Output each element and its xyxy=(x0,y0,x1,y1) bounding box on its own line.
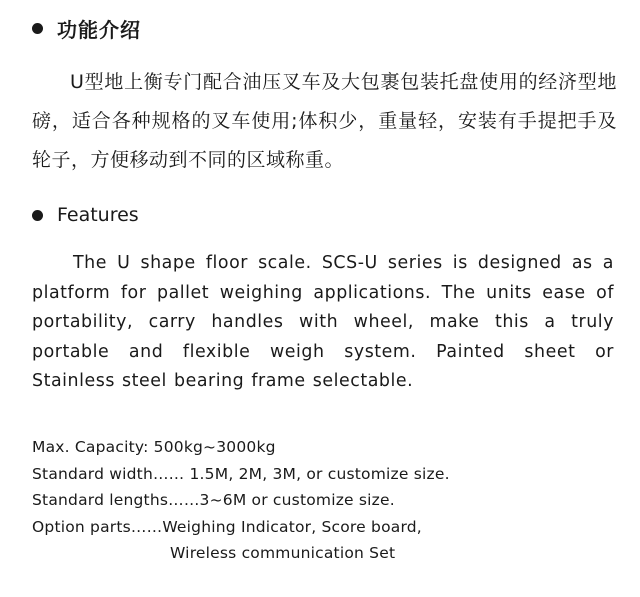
spec-option-parts: Option parts……Weighing Indicator, Score board, xyxy=(32,517,422,536)
spec-list xyxy=(32,434,450,567)
spec-standard-lengths: Standard lengths……3~6M or customize size. xyxy=(32,491,395,509)
spec-standard-width: Standard width…… 1.5M, 2M, 3M, or customize size. xyxy=(32,464,450,483)
bullet-icon xyxy=(32,210,43,221)
spec-max-capacity: Max. Capacity: 500kg~3000kg xyxy=(32,438,276,456)
bullet-icon xyxy=(32,23,43,34)
section-heading-function-label: 功能介绍 xyxy=(57,18,141,42)
section-heading-features xyxy=(32,204,139,226)
spec-option-parts-continued: Wireless communication Set xyxy=(170,544,396,562)
section-heading-features-label: Features xyxy=(57,204,139,226)
section-heading-function xyxy=(32,14,141,43)
function-description-paragraph: U型地上衡专门配合油压叉车及大包裹包装托盘使用的经济型地磅，适合各种规格的叉车使用;体积少，重量轻，安装有手提把手及轮子，方便移动到不同的区域称重。 xyxy=(32,71,617,171)
features-description-paragraph: The U shape floor scale. SCS-U series is designed as a platform for pallet weighing applications. The units ease of portability, carry handles with wheel, make this a truly portable and flexible weigh system. Painted sheet or Stainless steel bearing frame selectable. xyxy=(32,253,614,391)
